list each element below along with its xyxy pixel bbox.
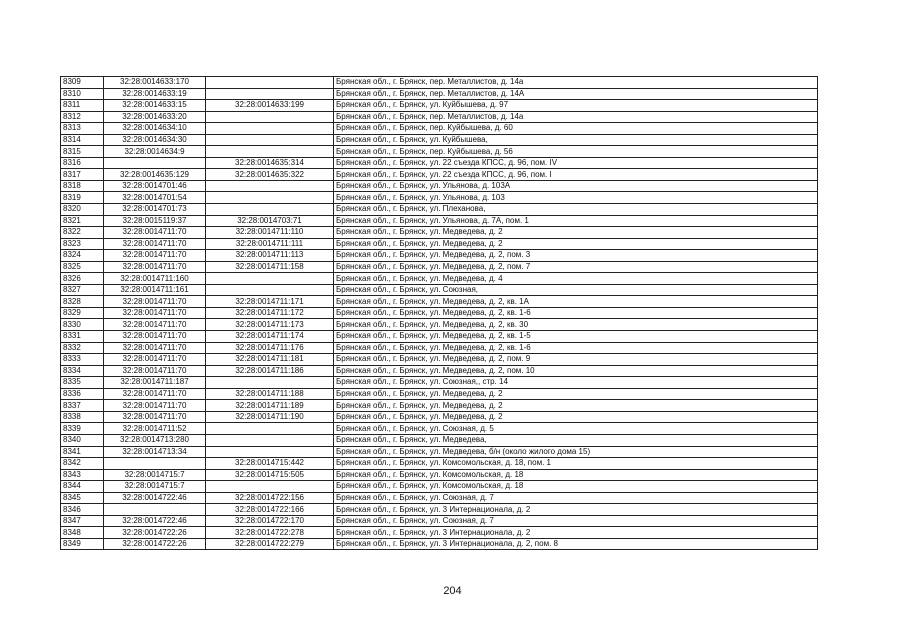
object-cadastral-number-cell: 32:28:0014711:110 (206, 227, 334, 239)
cadastral-number-cell: 32:28:0014711:70 (104, 250, 206, 262)
object-cadastral-number-cell (206, 434, 334, 446)
address-cell: Брянская обл., г. Брянск, ул. Ульянова, д. 103А (334, 180, 818, 192)
table-row (61, 504, 818, 516)
cadastral-number-cell: 32:28:0014634:10 (104, 123, 206, 135)
cadastral-number-cell: 32:28:0014711:70 (104, 296, 206, 308)
row-number-cell: 8324 (61, 250, 104, 262)
address-cell: Брянская обл., г. Брянск, пер. Куйбышева, д. 60 (334, 123, 818, 135)
object-cadastral-number-cell: 32:28:0014711:174 (206, 331, 334, 343)
table-row (61, 204, 818, 216)
table-row (61, 134, 818, 146)
cadastral-number-cell: 32:28:0014711:70 (104, 227, 206, 239)
registry-table-container (60, 76, 817, 550)
table-row (61, 469, 818, 481)
row-number-cell: 8340 (61, 434, 104, 446)
row-number-cell: 8337 (61, 400, 104, 412)
table-row (61, 481, 818, 493)
table-row (61, 354, 818, 366)
row-number-cell: 8310 (61, 88, 104, 100)
cadastral-number-cell (104, 458, 206, 470)
address-cell: Брянская обл., г. Брянск, ул. Медведева, д. 2, пом. 3 (334, 250, 818, 262)
table-row (61, 77, 818, 89)
row-number-cell: 8317 (61, 169, 104, 181)
row-number-cell: 8332 (61, 342, 104, 354)
address-cell: Брянская обл., г. Брянск, ул. Медведева, д. 2, пом. 10 (334, 365, 818, 377)
address-cell: Брянская обл., г. Брянск, ул. 3 Интернационала, д. 2, пом. 8 (334, 538, 818, 550)
address-cell: Брянская обл., г. Брянск, ул. 3 Интернационала, д. 2 (334, 527, 818, 539)
object-cadastral-number-cell (206, 377, 334, 389)
table-row (61, 307, 818, 319)
table-row (61, 319, 818, 331)
cadastral-number-cell: 32:28:0014715:7 (104, 481, 206, 493)
object-cadastral-number-cell (206, 123, 334, 135)
object-cadastral-number-cell: 32:28:0014722:279 (206, 538, 334, 550)
row-number-cell: 8336 (61, 388, 104, 400)
row-number-cell: 8316 (61, 157, 104, 169)
row-number-cell: 8338 (61, 411, 104, 423)
cadastral-number-cell: 32:28:0014711:70 (104, 342, 206, 354)
table-row (61, 342, 818, 354)
object-cadastral-number-cell (206, 284, 334, 296)
row-number-cell: 8335 (61, 377, 104, 389)
row-number-cell: 8344 (61, 481, 104, 493)
object-cadastral-number-cell (206, 481, 334, 493)
address-cell: Брянская обл., г. Брянск, ул. Куйбышева, (334, 134, 818, 146)
cadastral-number-cell: 32:28:0014711:70 (104, 411, 206, 423)
address-cell: Брянская обл., г. Брянск, ул. Комсомольская, д. 18 (334, 481, 818, 493)
address-cell: Брянская обл., г. Брянск, ул. Союзная,, стр. 14 (334, 377, 818, 389)
cadastral-number-cell: 32:28:0014711:187 (104, 377, 206, 389)
table-row (61, 100, 818, 112)
cadastral-number-cell: 32:28:0014635:129 (104, 169, 206, 181)
object-cadastral-number-cell: 32:28:0014711:176 (206, 342, 334, 354)
address-cell: Брянская обл., г. Брянск, ул. Медведева, д. 2 (334, 411, 818, 423)
table-row (61, 111, 818, 123)
cadastral-number-cell: 32:28:0014701:46 (104, 180, 206, 192)
address-cell: Брянская обл., г. Брянск, ул. Медведева, д. 2, пом. 9 (334, 354, 818, 366)
row-number-cell: 8309 (61, 77, 104, 89)
address-cell: Брянская обл., г. Брянск, пер. Металлистов, д. 14А (334, 88, 818, 100)
cadastral-number-cell: 32:28:0014711:70 (104, 307, 206, 319)
cadastral-number-cell: 32:28:0014715:7 (104, 469, 206, 481)
row-number-cell: 8318 (61, 180, 104, 192)
cadastral-number-cell: 32:28:0014711:70 (104, 388, 206, 400)
table-row (61, 180, 818, 192)
cadastral-number-cell: 32:28:0014722:26 (104, 527, 206, 539)
table-row (61, 123, 818, 135)
address-cell: Брянская обл., г. Брянск, ул. Союзная, д. 7 (334, 515, 818, 527)
object-cadastral-number-cell: 32:28:0014711:171 (206, 296, 334, 308)
address-cell: Брянская обл., г. Брянск, ул. Союзная, д. 7 (334, 492, 818, 504)
cadastral-number-cell (104, 157, 206, 169)
table-row (61, 250, 818, 262)
table-row (61, 365, 818, 377)
cadastral-number-cell: 32:28:0014711:160 (104, 273, 206, 285)
address-cell: Брянская обл., г. Брянск, ул. Союзная, (334, 284, 818, 296)
cadastral-number-cell: 32:28:0014713:34 (104, 446, 206, 458)
address-cell: Брянская обл., г. Брянск, ул. Комсомольская, д. 18 (334, 469, 818, 481)
object-cadastral-number-cell: 32:28:0014722:156 (206, 492, 334, 504)
address-cell: Брянская обл., г. Брянск, ул. Медведева, д. 2, кв. 30 (334, 319, 818, 331)
row-number-cell: 8334 (61, 365, 104, 377)
row-number-cell: 8320 (61, 204, 104, 216)
cadastral-number-cell: 32:28:0014634:9 (104, 146, 206, 158)
table-row (61, 434, 818, 446)
address-cell: Брянская обл., г. Брянск, ул. 3 Интернационала, д. 2 (334, 504, 818, 516)
object-cadastral-number-cell: 32:28:0014711:188 (206, 388, 334, 400)
cadastral-number-cell: 32:28:0014711:161 (104, 284, 206, 296)
row-number-cell: 8349 (61, 538, 104, 550)
row-number-cell: 8326 (61, 273, 104, 285)
cadastral-number-cell: 32:28:0015119:37 (104, 215, 206, 227)
address-cell: Брянская обл., г. Брянск, ул. Куйбышева, д. 97 (334, 100, 818, 112)
cadastral-number-cell: 32:28:0014722:46 (104, 492, 206, 504)
row-number-cell: 8342 (61, 458, 104, 470)
object-cadastral-number-cell: 32:28:0014711:172 (206, 307, 334, 319)
row-number-cell: 8346 (61, 504, 104, 516)
object-cadastral-number-cell: 32:28:0014722:278 (206, 527, 334, 539)
cadastral-number-cell (104, 504, 206, 516)
row-number-cell: 8325 (61, 261, 104, 273)
row-number-cell: 8331 (61, 331, 104, 343)
table-row (61, 215, 818, 227)
row-number-cell: 8314 (61, 134, 104, 146)
object-cadastral-number-cell: 32:28:0014711:186 (206, 365, 334, 377)
table-row (61, 411, 818, 423)
table-row (61, 423, 818, 435)
table-row (61, 538, 818, 550)
address-cell: Брянская обл., г. Брянск, ул. Медведева, д. 2 (334, 238, 818, 250)
cadastral-number-cell: 32:28:0014711:70 (104, 331, 206, 343)
object-cadastral-number-cell (206, 111, 334, 123)
address-cell: Брянская обл., г. Брянск, ул. Комсомольская, д. 18, пом. 1 (334, 458, 818, 470)
registry-table (60, 76, 818, 550)
table-row (61, 238, 818, 250)
row-number-cell: 8347 (61, 515, 104, 527)
object-cadastral-number-cell: 32:28:0014633:199 (206, 100, 334, 112)
cadastral-number-cell: 32:28:0014722:26 (104, 538, 206, 550)
cadastral-number-cell: 32:28:0014633:170 (104, 77, 206, 89)
registry-table-body (61, 77, 818, 550)
row-number-cell: 8323 (61, 238, 104, 250)
row-number-cell: 8322 (61, 227, 104, 239)
row-number-cell: 8321 (61, 215, 104, 227)
row-number-cell: 8333 (61, 354, 104, 366)
object-cadastral-number-cell: 32:28:0014711:181 (206, 354, 334, 366)
object-cadastral-number-cell: 32:28:0014711:190 (206, 411, 334, 423)
object-cadastral-number-cell: 32:28:0014711:189 (206, 400, 334, 412)
table-row (61, 446, 818, 458)
address-cell: Брянская обл., г. Брянск, ул. Медведева, д. 2, кв. 1А (334, 296, 818, 308)
table-row (61, 492, 818, 504)
object-cadastral-number-cell: 32:28:0014635:314 (206, 157, 334, 169)
object-cadastral-number-cell: 32:28:0014722:170 (206, 515, 334, 527)
table-row (61, 377, 818, 389)
row-number-cell: 8341 (61, 446, 104, 458)
row-number-cell: 8329 (61, 307, 104, 319)
address-cell: Брянская обл., г. Брянск, ул. 22 съезда КПСС, д. 96, пом. I (334, 169, 818, 181)
cadastral-number-cell: 32:28:0014711:70 (104, 400, 206, 412)
cadastral-number-cell: 32:28:0014701:54 (104, 192, 206, 204)
table-row (61, 284, 818, 296)
address-cell: Брянская обл., г. Брянск, ул. Медведева, д. 2, кв. 1-5 (334, 331, 818, 343)
object-cadastral-number-cell (206, 192, 334, 204)
cadastral-number-cell: 32:28:0014711:70 (104, 365, 206, 377)
table-row (61, 192, 818, 204)
address-cell: Брянская обл., г. Брянск, ул. Медведева, д. 2, кв. 1-6 (334, 307, 818, 319)
address-cell: Брянская обл., г. Брянск, ул. Медведева, д. 2, кв. 1-6 (334, 342, 818, 354)
address-cell: Брянская обл., г. Брянск, пер. Металлистов, д. 14а (334, 77, 818, 89)
address-cell: Брянская обл., г. Брянск, ул. Медведева, б/н (около жилого дома 15) (334, 446, 818, 458)
table-row (61, 88, 818, 100)
object-cadastral-number-cell (206, 77, 334, 89)
object-cadastral-number-cell: 32:28:0014711:113 (206, 250, 334, 262)
row-number-cell: 8343 (61, 469, 104, 481)
address-cell: Брянская обл., г. Брянск, ул. 22 съезда КПСС, д. 96, пом. IV (334, 157, 818, 169)
address-cell: Брянская обл., г. Брянск, пер. Металлистов, д. 14а (334, 111, 818, 123)
object-cadastral-number-cell (206, 180, 334, 192)
object-cadastral-number-cell (206, 423, 334, 435)
object-cadastral-number-cell (206, 446, 334, 458)
cadastral-number-cell: 32:28:0014711:70 (104, 354, 206, 366)
row-number-cell: 8328 (61, 296, 104, 308)
object-cadastral-number-cell (206, 134, 334, 146)
row-number-cell: 8348 (61, 527, 104, 539)
row-number-cell: 8345 (61, 492, 104, 504)
table-row (61, 331, 818, 343)
object-cadastral-number-cell (206, 204, 334, 216)
table-row (61, 227, 818, 239)
object-cadastral-number-cell: 32:28:0014703:71 (206, 215, 334, 227)
table-row (61, 169, 818, 181)
cadastral-number-cell: 32:28:0014711:70 (104, 238, 206, 250)
table-row (61, 273, 818, 285)
table-row (61, 458, 818, 470)
object-cadastral-number-cell (206, 273, 334, 285)
object-cadastral-number-cell: 32:28:0014722:166 (206, 504, 334, 516)
address-cell: Брянская обл., г. Брянск, пер. Куйбышева, д. 56 (334, 146, 818, 158)
cadastral-number-cell: 32:28:0014701:73 (104, 204, 206, 216)
address-cell: Брянская обл., г. Брянск, ул. Медведева, (334, 434, 818, 446)
row-number-cell: 8311 (61, 100, 104, 112)
object-cadastral-number-cell: 32:28:0014715:505 (206, 469, 334, 481)
cadastral-number-cell: 32:28:0014633:15 (104, 100, 206, 112)
address-cell: Брянская обл., г. Брянск, ул. Медведева, д. 2, пом. 7 (334, 261, 818, 273)
table-row (61, 146, 818, 158)
address-cell: Брянская обл., г. Брянск, ул. Медведева, д. 2 (334, 388, 818, 400)
row-number-cell: 8312 (61, 111, 104, 123)
cadastral-number-cell: 32:28:0014711:70 (104, 261, 206, 273)
address-cell: Брянская обл., г. Брянск, ул. Ульянова, д. 103 (334, 192, 818, 204)
address-cell: Брянская обл., г. Брянск, ул. Медведева, д. 4 (334, 273, 818, 285)
page-number: 204 (443, 585, 462, 597)
object-cadastral-number-cell: 32:28:0014711:173 (206, 319, 334, 331)
object-cadastral-number-cell (206, 146, 334, 158)
table-row (61, 296, 818, 308)
table-row (61, 527, 818, 539)
row-number-cell: 8315 (61, 146, 104, 158)
address-cell: Брянская обл., г. Брянск, ул. Медведева, д. 2 (334, 400, 818, 412)
table-row (61, 515, 818, 527)
table-row (61, 400, 818, 412)
object-cadastral-number-cell (206, 88, 334, 100)
object-cadastral-number-cell: 32:28:0014715:442 (206, 458, 334, 470)
row-number-cell: 8327 (61, 284, 104, 296)
object-cadastral-number-cell: 32:28:0014711:158 (206, 261, 334, 273)
row-number-cell: 8339 (61, 423, 104, 435)
cadastral-number-cell: 32:28:0014633:20 (104, 111, 206, 123)
cadastral-number-cell: 32:28:0014711:70 (104, 319, 206, 331)
address-cell: Брянская обл., г. Брянск, ул. Медведева, д. 2 (334, 227, 818, 239)
object-cadastral-number-cell: 32:28:0014635:322 (206, 169, 334, 181)
address-cell: Брянская обл., г. Брянск, ул. Союзная, д. 5 (334, 423, 818, 435)
cadastral-number-cell: 32:28:0014722:46 (104, 515, 206, 527)
table-row (61, 157, 818, 169)
cadastral-number-cell: 32:28:0014711:52 (104, 423, 206, 435)
address-cell: Брянская обл., г. Брянск, ул. Ульянова, д. 7А, пом. 1 (334, 215, 818, 227)
address-cell: Брянская обл., г. Брянск, ул. Плеханова, (334, 204, 818, 216)
table-row (61, 388, 818, 400)
row-number-cell: 8319 (61, 192, 104, 204)
row-number-cell: 8330 (61, 319, 104, 331)
table-row (61, 261, 818, 273)
cadastral-number-cell: 32:28:0014634:30 (104, 134, 206, 146)
row-number-cell: 8313 (61, 123, 104, 135)
object-cadastral-number-cell: 32:28:0014711:111 (206, 238, 334, 250)
cadastral-number-cell: 32:28:0014633:19 (104, 88, 206, 100)
cadastral-number-cell: 32:28:0014713:280 (104, 434, 206, 446)
